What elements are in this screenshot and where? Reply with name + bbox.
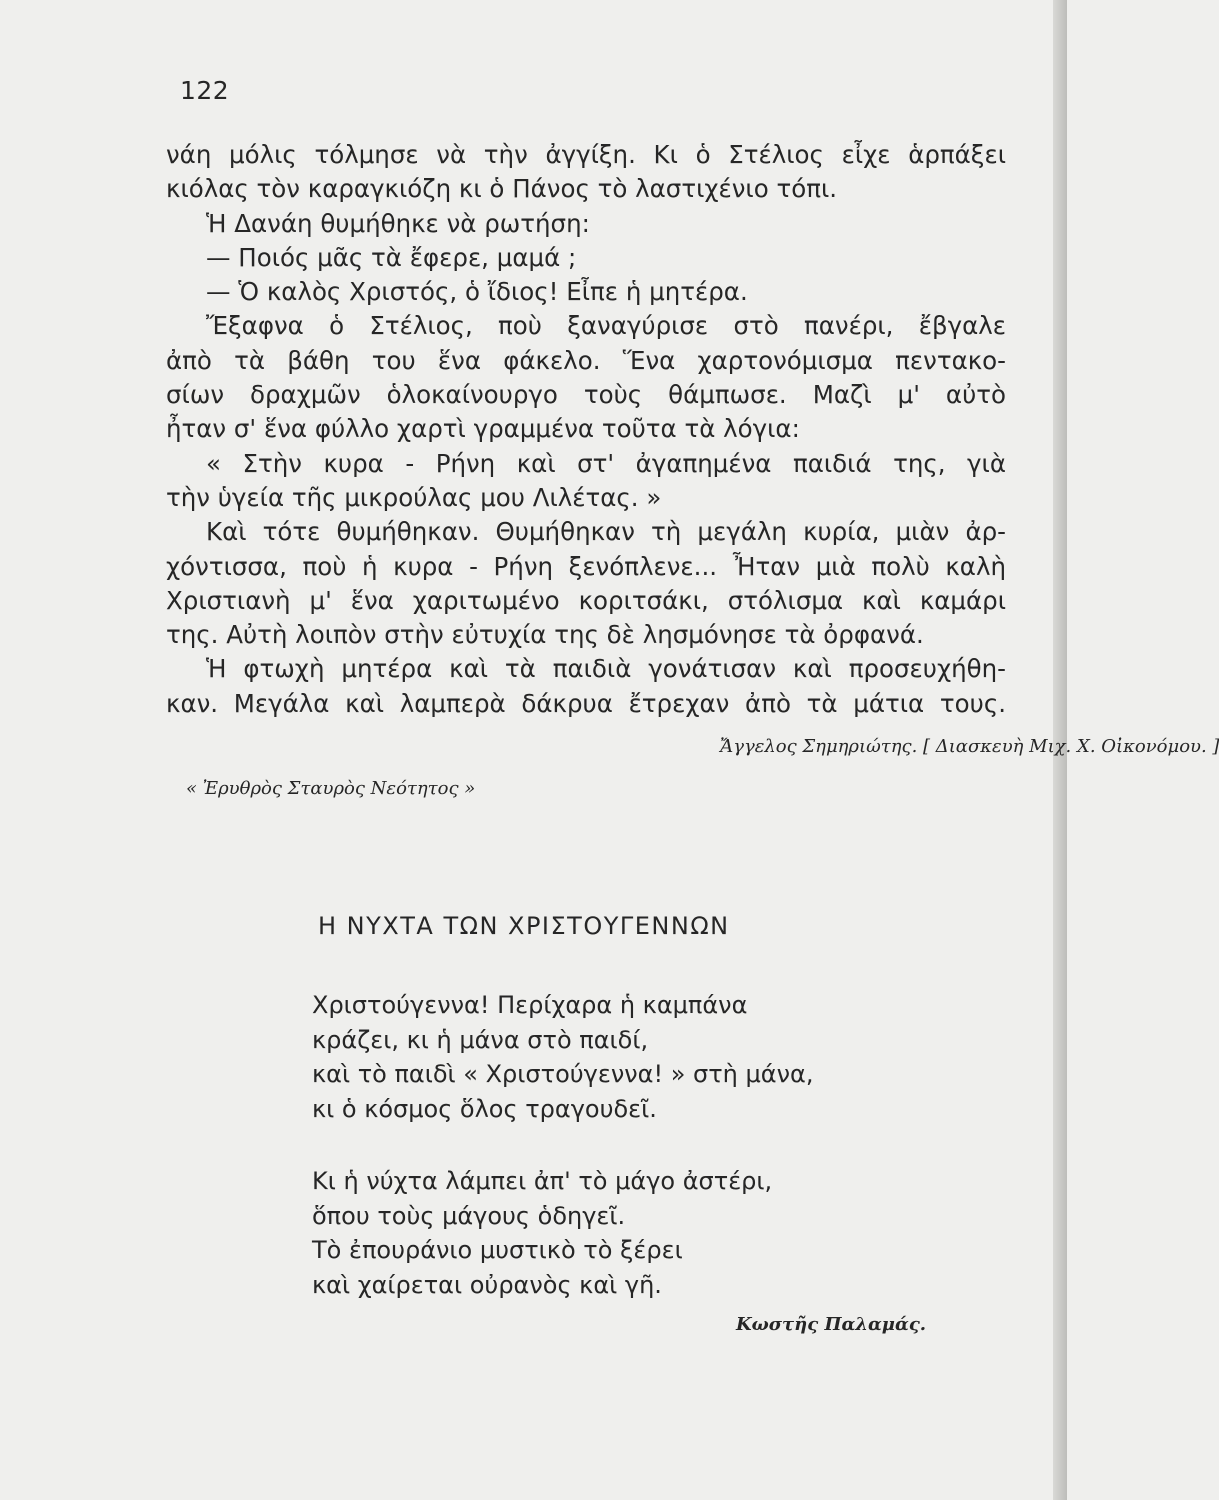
poem-verse: Κι ἡ νύχτα λάμπει ἀπ' τὸ μάγο ἀστέρι, [312,1167,773,1195]
text-line: ἦταν σ' ἕνα φύλλο χαρτὶ γραμμένα τοῦτα τὰ λόγια: [166,414,800,444]
page-number: 122 [180,76,230,105]
text-line: χόντισσα, ποὺ ἡ κυρα - Ρήνη ξενόπλενε... Ἦταν μιὰ πολὺ καλὴ [166,551,1006,581]
text-line: Χριστιανὴ μ' ἕνα χαριτωμένο κοριτσάκι, στόλισμα καὶ καμάρι [166,585,1006,615]
poem-verse: Τὸ ἐπουράνιο μυστικὸ τὸ ξέρει [312,1236,683,1264]
text-line: Ἡ φτωχὴ μητέρα καὶ τὰ παιδιὰ γονάτισαν καὶ προσευχήθη- [206,654,1006,684]
poem-title: Η ΝΥΧΤΑ ΤΩΝ ΧΡΙΣΤΟΥΓΕΝΝΩΝ [318,912,730,940]
text-line: « Στὴν κυρα - Ρήνη καὶ στ' ἀγαπημένα παιδιά της, γιὰ [206,448,1006,478]
text-line: τὴν ὑγεία τῆς μικρούλας μου Λιλέτας. » [166,482,662,512]
text-line: νάη μόλις τόλμησε νὰ τὴν ἀγγίξη. Κι ὁ Στέλιος εἶχε ἁρπάξει [166,140,1006,169]
text-line: κιόλας τὸν καραγκιόζη κι ὁ Πάνος τὸ λαστιχένιο τόπι. [166,174,838,204]
poem-verse: κι ὁ κόσμος ὅλος τραγουδεῖ. [312,1094,657,1123]
text-line: — Ποιός μᾶς τὰ ἔφερε, μαμά ; [206,242,577,272]
poem-verse: κράζει, κι ἡ μάνα στὸ παιδί, [312,1025,649,1054]
poem-stanza-2 [312,1164,772,1302]
poem-verse: Χριστούγεννα! Περίχαρα ἡ καμπάνα [312,991,748,1019]
poem-verse: καὶ τὸ παιδὶ « Χριστούγεννα! » στὴ μάνα, [312,1060,814,1088]
text-line: σίων δραχμῶν ὁλοκαίνουργο τοὺς θάμπωσε. Μαζὶ μ' αὐτὸ [166,380,1006,410]
story-source: « Ἐρυθρὸς Σταυρὸς Νεότητος » [186,778,476,799]
story-text [166,138,1006,721]
text-line: της. Αὐτὴ λοιπὸν στὴν εὐτυχία της δὲ λησμόνησε τὰ ὀρφανά. [166,620,924,650]
poem-stanza-1 [312,988,813,1126]
text-line: ἀπὸ τὰ βάθη του ἕνα φάκελο. Ἕνα χαρτονόμισμα πεντακο- [166,345,1006,375]
text-line: καν. Μεγάλα καὶ λαμπερὰ δάκρυα ἔτρεχαν ἀπὸ τὰ μάτια τους. [166,688,1006,718]
poem-verse: ὅπου τοὺς μάγους ὁδηγεῖ. [312,1201,626,1230]
text-line: — Ὁ καλὸς Χριστός, ὁ ἴδιος! Εἶπε ἡ μητέρα. [206,277,748,307]
text-line: Ἡ Δανάη θυμήθηκε νὰ ρωτήση: [206,208,590,238]
poem-author: Κωστῆς Παλαμάς. [736,1314,927,1335]
story-attribution: Ἄγγελος Σημηριώτης. [ Διασκευὴ Μιχ. Χ. Οἰκονόμου. ] [720,736,1219,757]
poem-verse: καὶ χαίρεται οὐρανὸς καὶ γῆ. [312,1270,662,1299]
text-line: Ἔξαφνα ὁ Στέλιος, ποὺ ξαναγύρισε στὸ πανέρι, ἔβγαλε [206,311,1006,341]
text-line: Καὶ τότε θυμήθηκαν. Θυμήθηκαν τὴ μεγάλη κυρία, μιὰν ἀρ- [206,517,1006,547]
